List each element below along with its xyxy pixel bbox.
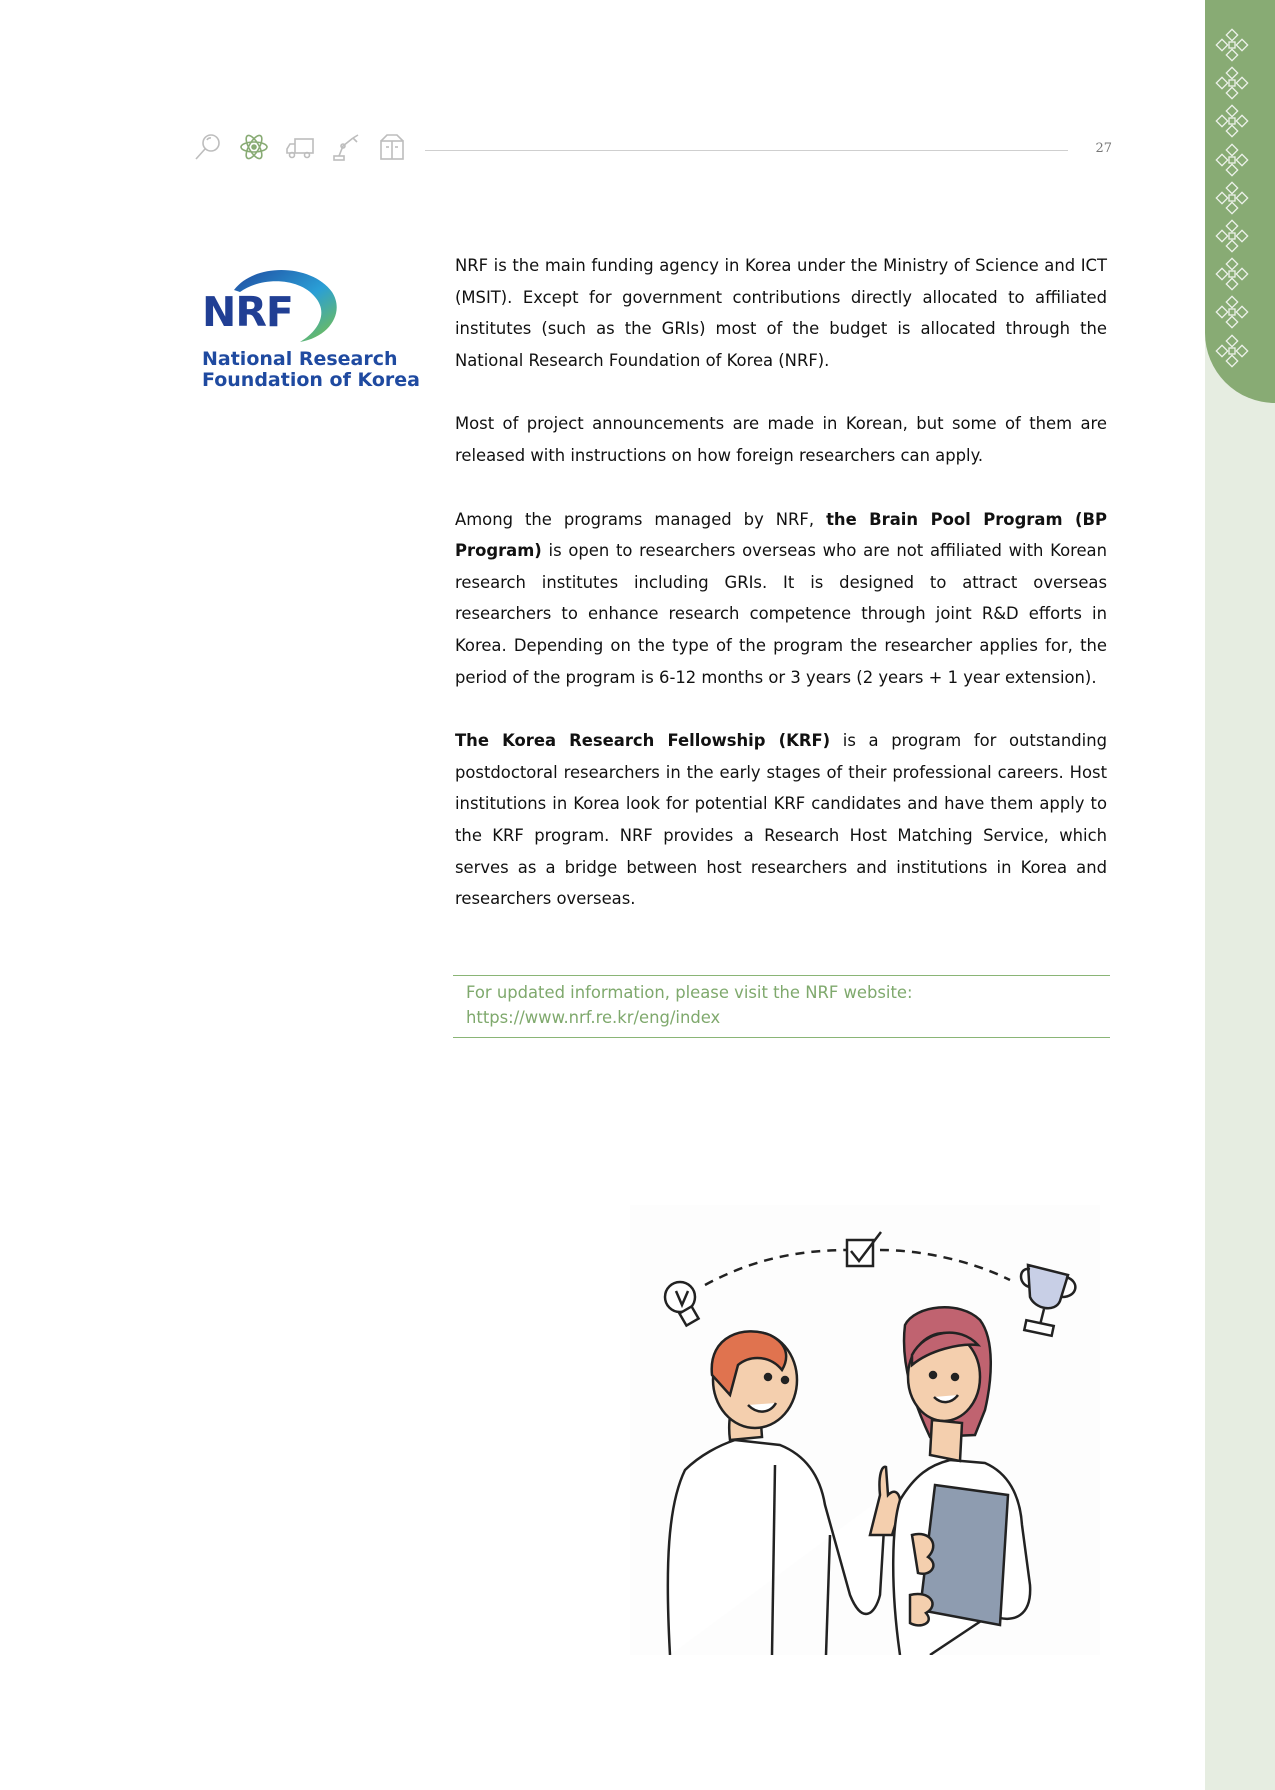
logo-name (202, 349, 432, 391)
krf-program-name: The Korea Research Fellowship (KRF) (455, 731, 831, 751)
robot-arm-icon (331, 132, 361, 162)
ornament-icon (1215, 257, 1249, 291)
krf-description: is a program for outstanding postdoctoral researchers in the early stages of their professional careers. Host institutions in Korea look for potential KRF candidates and have them apply to the KRF program. NRF provides a Research Host Matching Service, which serves as a bridge between host researchers and institutions in Korea and researchers overseas. (455, 731, 1107, 909)
ornament-icon (1215, 219, 1249, 253)
paragraph-krf (455, 725, 1107, 915)
ornament-icon (1215, 143, 1249, 177)
ornament-icon (1215, 66, 1249, 100)
logo-mark: NRF (202, 288, 293, 336)
info-note (453, 975, 1110, 1038)
header-icon-row (193, 132, 407, 162)
sidebar-ornaments (1215, 28, 1249, 372)
ornament-icon (1215, 334, 1249, 368)
logo-name-line1: National Research (202, 348, 398, 370)
nrf-website-link[interactable]: https://www.nrf.re.kr/eng/index (466, 1008, 721, 1027)
truck-icon (285, 132, 315, 162)
logo-name-line2: Foundation of Korea (202, 369, 420, 391)
header-rule (425, 150, 1068, 151)
building-icon (377, 132, 407, 162)
ornament-icon (1215, 104, 1249, 138)
magnifier-icon (193, 132, 223, 162)
ornament-icon (1215, 28, 1249, 62)
bp-description: is open to researchers overseas who are not affiliated with Korean research institutes including GRIs. It is designed to attract overseas researchers to enhance research competence through joint R&D efforts in Korea. Depending on the type of the program the researcher applies for, the period of the program is 6-12 months or 3 years (2 years + 1 year extension). (455, 541, 1107, 687)
page-number: 27 (1095, 141, 1112, 156)
main-content (455, 250, 1107, 947)
ornament-icon (1215, 181, 1249, 215)
ornament-icon (1215, 295, 1249, 329)
nrf-logo (200, 262, 430, 392)
note-text: For updated information, please visit the NRF website: (466, 983, 913, 1002)
paragraph-announcements: Most of project announcements are made in Korean, but some of them are released with instructions on how foreign researchers can apply. (455, 414, 1107, 465)
paragraph-nrf-intro: NRF is the main funding agency in Korea under the Ministry of Science and ICT (MSIT). Except for government contributions directly allocated to affiliated institutes (such as the GRIs) most of the budget is allocated through the National Research Foundation of Korea (NRF). (455, 256, 1107, 370)
atom-icon (239, 132, 269, 162)
bp-program-name: the Brain Pool Program (BP Program) (455, 509, 1107, 561)
researchers-illustration (630, 1205, 1100, 1655)
paragraph-brain-pool (455, 504, 1107, 694)
bp-intro-text: Among the programs managed by NRF, (455, 509, 827, 529)
